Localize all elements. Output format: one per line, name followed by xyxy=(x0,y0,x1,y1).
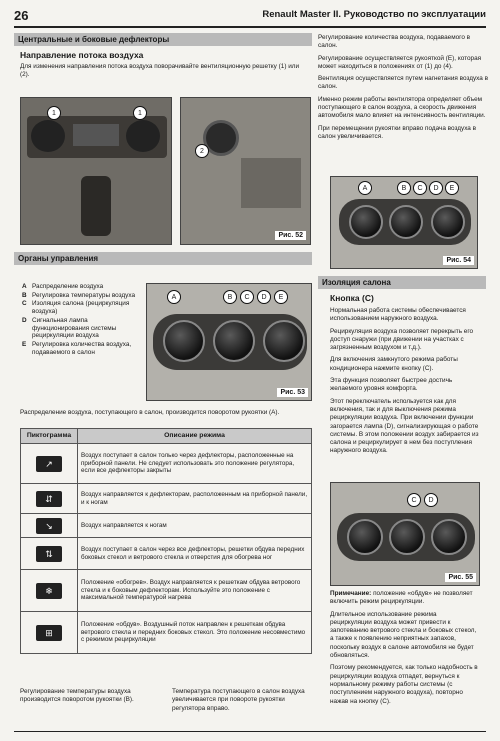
isolation-note xyxy=(330,590,480,710)
mode-description: Воздух направляется к ногам xyxy=(78,514,312,538)
modes-table xyxy=(20,428,312,654)
figure-52-caption: Рис. 52 xyxy=(275,231,306,240)
paragraph: При перемещении рукоятки вправо подача воздуха в салон увеличивается. xyxy=(318,124,477,140)
table-row xyxy=(21,570,312,612)
figure-53-caption: Рис. 53 xyxy=(277,388,308,397)
callout-2: 2 xyxy=(195,144,209,158)
paragraph: Длительное использование режима рециркуляции воздуха может привести к запотеванию ветрового стекла и боковых стекол, а также к появлению неприятных запахов, поскольку воздух в салоне автомобиля не будет обновляться. xyxy=(330,610,477,660)
callout-a: A xyxy=(358,181,372,195)
mode-description: Воздух направляется к дефлекторам, расположенным на приборной панели, и к ногам xyxy=(78,484,312,514)
legend-item: C Изоляция салона (рециркуляция воздуха) xyxy=(22,300,130,316)
table-row xyxy=(21,444,312,484)
figure-54-caption: Рис. 54 xyxy=(443,256,474,265)
callout-1-left: 1 xyxy=(47,106,61,120)
distribution-text: Распределение воздуха, поступающего в салон, производится поворотом рукоятки (А). xyxy=(20,409,280,416)
mode-description: Воздух поступает в салон только через дефлекторы, расположенные на приборной панели. Не следует использовать это положение регулятора, если все дефлекторы закрыты xyxy=(78,444,312,484)
legend-item: A Распределение воздуха xyxy=(22,283,104,290)
figure-53-panel xyxy=(146,283,312,401)
callout-a: A xyxy=(167,290,181,304)
paragraph: Для включения замкнутого режима работы кондиционера нажмите кнопку (С). xyxy=(330,356,458,372)
callout-e: E xyxy=(445,181,459,195)
paragraph: Эта функция позволяет быстрее достичь желаемого уровня комфорта. xyxy=(330,377,453,393)
table-row xyxy=(21,612,312,654)
paragraph: Регулирование количества воздуха, подаваемого в салон. xyxy=(318,34,471,50)
paragraph: Именно режим работы вентилятора определяет объем поступающего в салон воздуха, а скорость движения автомобиля мало влияет на интенсивность вентиляции. xyxy=(318,95,486,120)
note-text: положение «обдув» не позволяет включить режим рециркуляции. xyxy=(330,590,473,606)
demist-icon: ⊞ xyxy=(36,625,62,641)
controls-legend xyxy=(22,283,140,357)
callout-e: E xyxy=(274,290,288,304)
running-title: Renault Master II. Руководство по эксплуатации xyxy=(262,9,486,20)
page-number: 26 xyxy=(14,8,29,23)
table-row xyxy=(21,538,312,570)
bottom-right-text: Температура поступающего в салон воздуха увеличивается при повороте рукоятки регулятора вправо. xyxy=(172,688,305,712)
photo-center-deflectors xyxy=(20,97,172,245)
table-header-pictogram: Пиктограмма xyxy=(21,429,78,444)
feet-windshield-icon: ⇅ xyxy=(36,546,62,562)
paragraph: Регулирование осуществляется рукояткой (Е), которая может находиться в положениях от (1) до (4). xyxy=(318,54,482,70)
legend-item: D Сигнальная лампа функционирования системы рециркуляции воздуха xyxy=(22,316,117,340)
callout-d: D xyxy=(257,290,271,304)
paragraph: Нормальная работа системы обеспечивается использованием наружного воздуха. xyxy=(330,307,466,323)
table-header-description: Описание режима xyxy=(78,429,312,444)
deflector-text: Для изменения направления потока воздуха поворачивайте вентиляционную решетку (1) или (2). xyxy=(20,63,300,79)
isolation-text xyxy=(330,307,480,460)
bottom-left-text: Регулирование температуры воздуха производится поворотом рукоятки (В). xyxy=(20,688,134,704)
paragraph: Вентиляция осуществляется путем нагнетания воздуха в салон. xyxy=(318,75,489,91)
face-vent-icon: ↗ xyxy=(36,456,62,472)
subtitle-airflow: Направление потока воздуха xyxy=(20,50,144,60)
figure-54-panel xyxy=(330,176,478,269)
callout-d: D xyxy=(429,181,443,195)
subtitle-button-c: Кнопка (С) xyxy=(330,293,374,303)
page-header xyxy=(14,6,486,28)
figure-55-caption: Рис. 55 xyxy=(445,573,476,582)
photo-side-deflector xyxy=(180,97,311,245)
paragraph: Поэтому рекомендуется, как только надобность в рециркуляции воздуха отпадет, вернуться к нормальному режиму работы системы (с поступлением наружного воздуха), повторно нажав на кнопку (С). xyxy=(330,664,478,705)
callout-c: C xyxy=(413,181,427,195)
section-bar-isolation: Изоляция салона xyxy=(318,276,486,289)
defrost-icon: ❄ xyxy=(36,583,62,599)
callout-1-right: 1 xyxy=(133,106,147,120)
note-label: Примечание: xyxy=(330,590,372,597)
legend-item: B Регулировка температуры воздуха xyxy=(22,291,136,299)
table-row xyxy=(21,514,312,538)
callout-c: C xyxy=(240,290,254,304)
section-bar-deflectors: Центральные и боковые дефлекторы xyxy=(14,33,312,46)
callout-b: B xyxy=(223,290,237,304)
right-top-text xyxy=(318,34,488,145)
page-footer-rule xyxy=(14,731,486,735)
mode-description: Воздух поступает в салон через все дефлекторы, решетки обдува передних боковых стекол и ветрового стекла и отверстия для обогрева ног xyxy=(78,538,312,570)
table-row xyxy=(21,484,312,514)
paragraph: Рециркуляция воздуха позволяет перекрыть его доступ снаружи (при движении на участках с загрязненным воздухом и т.д.). xyxy=(330,327,474,352)
callout-c: C xyxy=(407,493,421,507)
paragraph: Этот переключатель используется как для включения, так и для выключения режима рециркуляции воздуха. При включении функции загорается лампа (D), сигнализирующая о работе системы. В этом положении воздух забирается из салона и рециркулирует в нем без поступления наружного воздуха. xyxy=(330,397,479,455)
feet-icon: ↘ xyxy=(36,518,62,534)
mode-description: Положение «обдув». Воздушный поток направлен к решеткам обдува ветрового стекла и передних боковых стекол. Это положение несовместимо с режимом рециркуляции xyxy=(78,612,312,654)
callout-b: B xyxy=(397,181,411,195)
mode-description: Положение «обогрев». Воздух направляется к решеткам обдува ветрового стекла и к боковым дефлекторам. Используйте это положение с максимальной температурой нагрева xyxy=(78,570,312,612)
section-bar-controls: Органы управления xyxy=(14,252,312,265)
face-feet-icon: ⇵ xyxy=(36,491,62,507)
callout-d: D xyxy=(424,493,438,507)
legend-item: E Регулировка количества воздуха, подаваемого в салон xyxy=(22,340,132,356)
figure-55-panel xyxy=(330,482,480,586)
